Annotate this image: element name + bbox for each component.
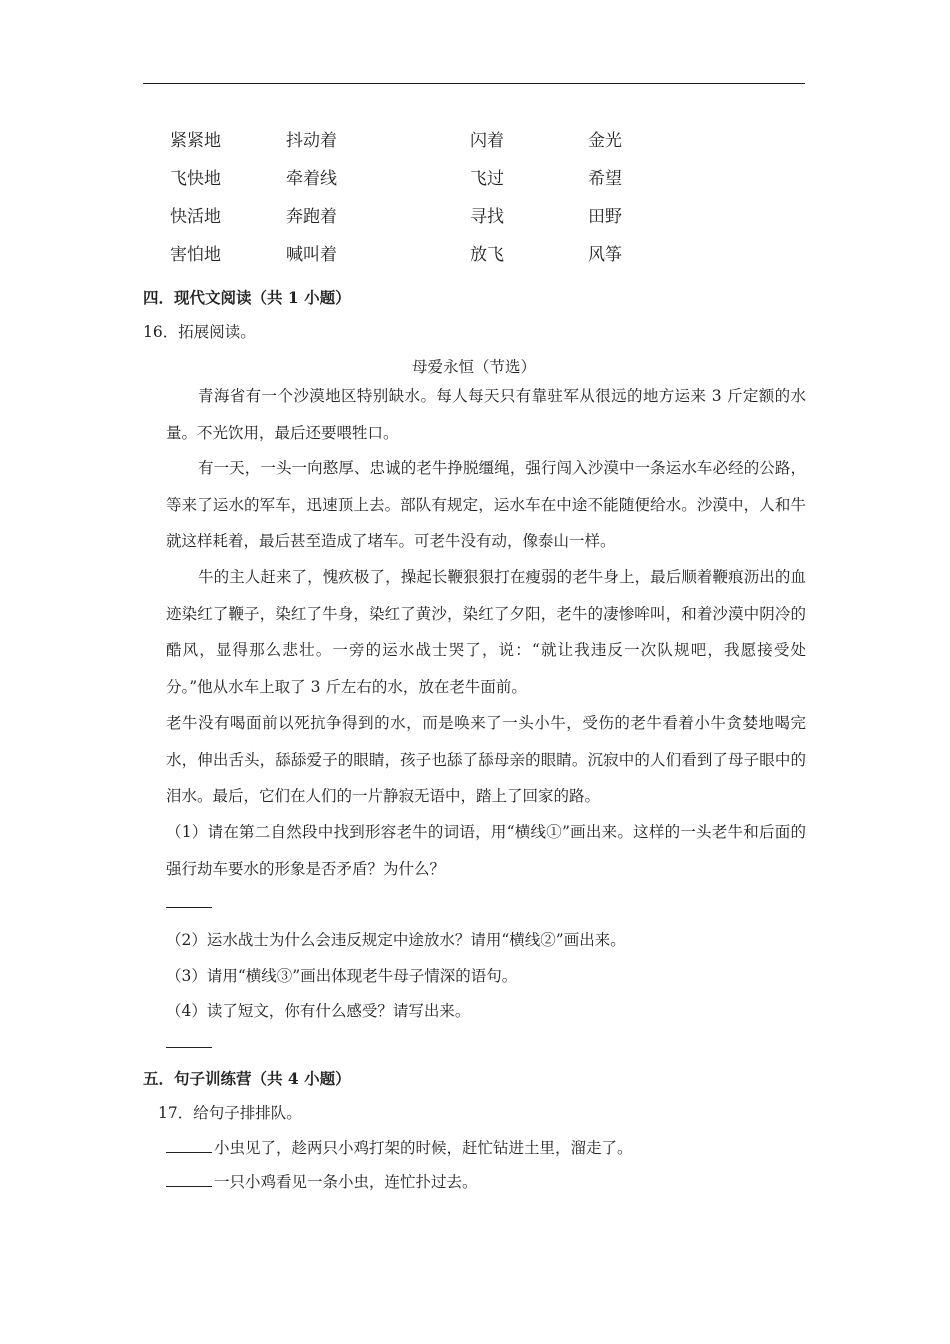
question-label: 16．拓展阅读。 <box>143 323 256 341</box>
word-cell: 飞过 <box>470 169 504 189</box>
word-cell: 害怕地 <box>170 245 221 265</box>
sub-question: （1）请在第二自然段中找到形容老牛的词语，用“横线①”画出来。这样的一头老牛和后面的强行劫车要水的形象是否矛盾？为什么？ <box>166 823 806 878</box>
section-heading: 四．现代文阅读（共 1 小题） <box>143 288 351 307</box>
sentence-text: 小虫见了，趁两只小鸡打架的时候，赶忙钻进土里，溜走了。 <box>214 1139 633 1157</box>
word-cell: 喊叫着 <box>286 245 337 265</box>
passage-paragraph: 老牛没有喝面前以死抗争得到的水，而是唤来了一头小牛，受伤的老牛看着小牛贪婪地喝完水，伸出舌头，舔舔爱子的眼睛，孩子也舔了舔母亲的眼睛。沉寂中的人们看到了母子眼中的泪水。最后，它们在人们的一片静寂无语中，踏上了回家的路。 <box>166 714 806 805</box>
ordering-sentence <box>166 1170 478 1192</box>
order-blank[interactable] <box>166 1151 212 1153</box>
sentence-text: 一只小鸡看见一条小虫，连忙扑过去。 <box>214 1173 478 1191</box>
word-cell: 抖动着 <box>286 131 337 151</box>
word-cell: 紧紧地 <box>170 131 221 151</box>
passage-paragraph: 牛的主人赶来了，愧疚极了，操起长鞭狠狠打在瘦弱的老牛身上，最后顺着鞭痕沥出的血迹染红了鞭子，染红了牛身，染红了黄沙，染红了夕阳，老牛的凄惨哞叫，和着沙漠中阴冷的酷风，显得那么悲壮。一旁的运水战士哭了，说：“就让我违反一次队规吧，我愿接受处分。”他从水车上取了 3 斤左右的水，放在老牛面前。 <box>166 568 806 696</box>
sub-question: （3）请用“横线③”画出体现老牛母子情深的语句。 <box>166 967 518 985</box>
word-cell: 金光 <box>588 131 622 151</box>
section-heading: 五．句子训练营（共 4 小题） <box>143 1069 351 1088</box>
word-cell: 风筝 <box>588 245 622 265</box>
word-cell: 快活地 <box>170 207 221 227</box>
passage-paragraph: 有一天，一头一向憨厚、忠诚的老牛挣脱缰绳，强行闯入沙漠中一条运水车必经的公路，等来了运水的军车，迅速顶上去。部队有规定，运水车在中途不能随便给水。沙漠中，人和牛就这样耗着，最后甚至造成了堵车。可老牛没有动，像泰山一样。 <box>166 459 806 550</box>
answer-line <box>166 1047 212 1048</box>
ordering-sentence <box>166 1136 633 1158</box>
word-cell: 放飞 <box>470 245 504 265</box>
sub-question: （2）运水战士为什么会违反规定中途放水？请用“横线②”画出来。 <box>166 931 626 949</box>
header-rule <box>143 83 805 84</box>
order-blank[interactable] <box>166 1185 212 1187</box>
word-cell: 寻找 <box>470 207 504 227</box>
sub-question: （4）读了短文，你有什么感受？请写出来。 <box>166 1002 471 1020</box>
question-label: 17．给句子排排队。 <box>158 1104 302 1122</box>
passage-title: 母爱永恒（节选） <box>411 358 536 376</box>
word-cell: 奔跑着 <box>286 207 337 227</box>
passage-paragraph: 青海省有一个沙漠地区特别缺水。每人每天只有靠驻军从很远的地方运来 3 斤定额的水量。不光饮用，最后还要喂牲口。 <box>166 387 806 442</box>
word-cell: 飞快地 <box>170 169 221 189</box>
answer-line <box>166 907 212 908</box>
word-cell: 希望 <box>588 169 622 189</box>
word-cell: 牵着线 <box>286 169 337 189</box>
word-cell: 田野 <box>588 207 622 227</box>
word-cell: 闪着 <box>470 131 504 151</box>
